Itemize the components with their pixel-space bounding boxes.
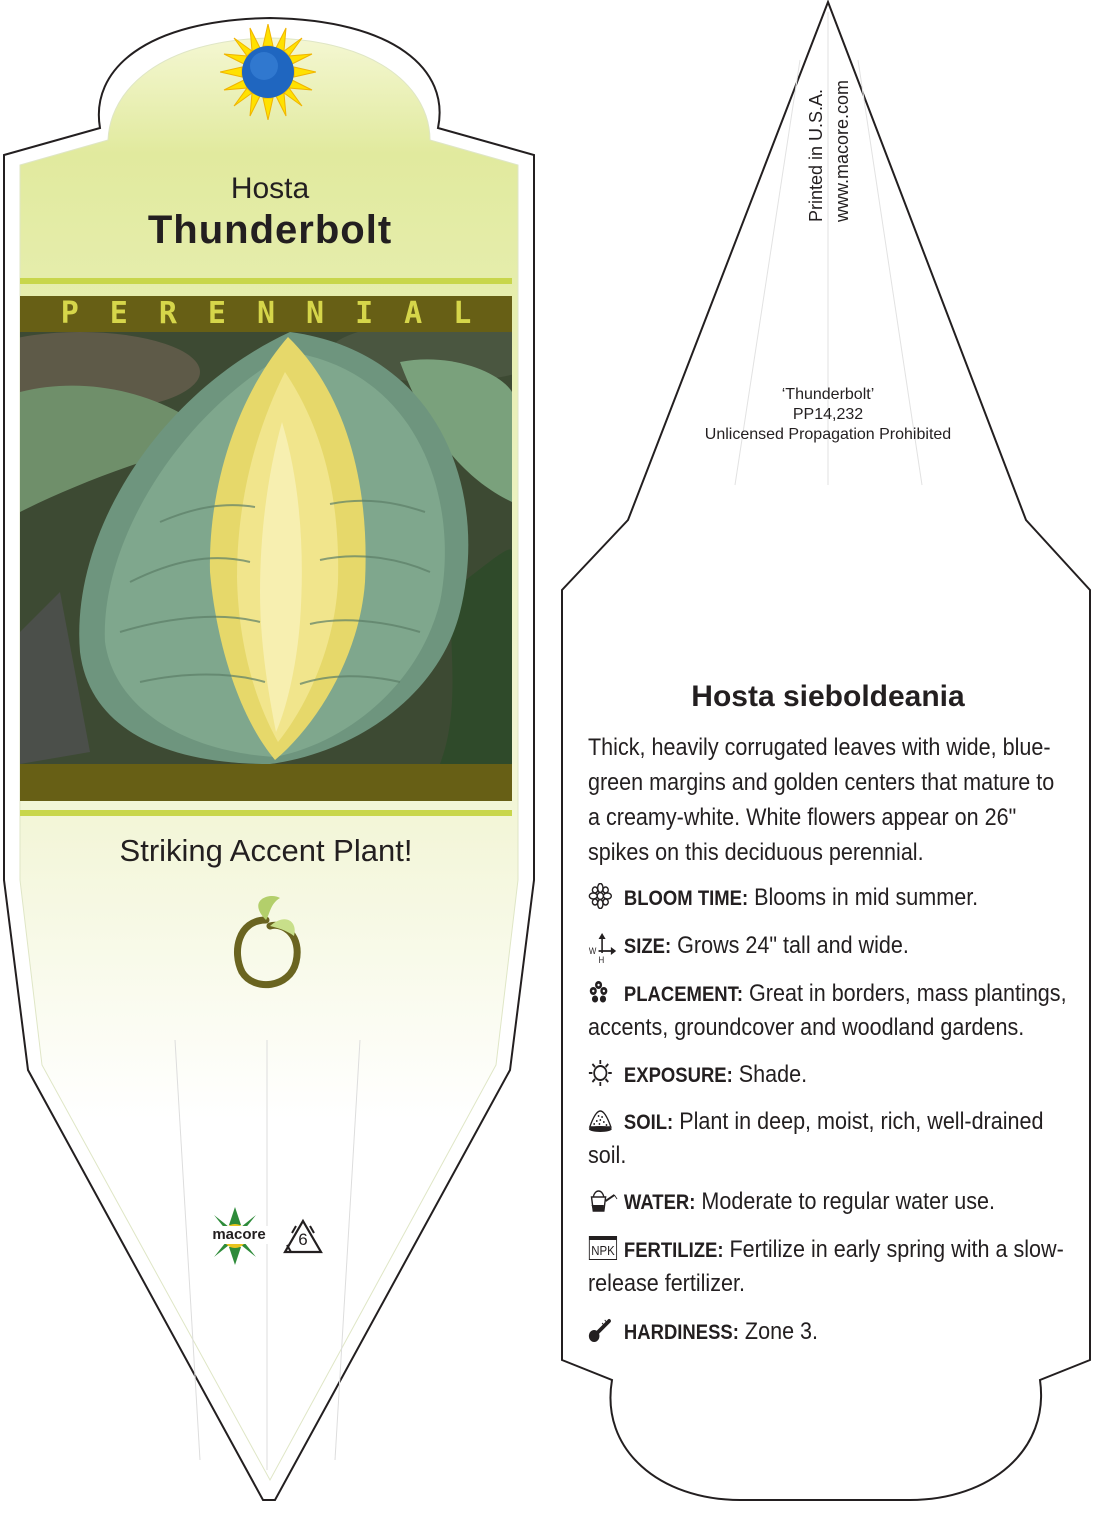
attr-label: HARDINESS: (623, 1321, 739, 1344)
sprout-logo-icon (226, 892, 306, 992)
attr-hardiness (588, 1315, 1068, 1349)
attr-water (588, 1185, 1068, 1219)
macore-brand-text: macore (204, 1226, 274, 1244)
attr-exposure (588, 1058, 1068, 1092)
patent-notice: Unlicensed Propagation Prohibited (704, 426, 952, 443)
patent-block (630, 385, 1026, 445)
website-text: www.macore.com (832, 79, 852, 222)
attr-label: EXPOSURE: (623, 1064, 733, 1087)
attr-label: SOIL: (623, 1111, 674, 1134)
sun-outline-icon (588, 1060, 618, 1086)
patent-number: PP14,232 (792, 406, 864, 423)
attr-label: WATER: (623, 1191, 696, 1214)
front-genus-name: Hosta (230, 172, 310, 205)
thermometer-icon (588, 1317, 618, 1343)
size-arrows-icon (588, 933, 618, 963)
attr-label: BLOOM TIME: (623, 887, 749, 910)
plant-description: Thick, heavily corrugated leaves with wide, blue-green margins and golden centers that mature to a creamy-white. White flowers appear on 26" spikes on this deciduous perennial. (588, 734, 1055, 866)
watering-can-icon (588, 1187, 618, 1213)
soil-pile-icon (588, 1107, 618, 1133)
attr-placement (588, 977, 1068, 1044)
category-label: PERENNIAL (60, 296, 503, 331)
front-cultivar-name: Thunderbolt (147, 208, 393, 252)
species-name: Hosta sieboldeania (691, 680, 965, 713)
attr-value: Blooms in mid summer. (754, 884, 979, 911)
attr-value: Plant in deep, moist, rich, well-drained soil. (588, 1108, 1044, 1169)
attr-label: SIZE: (623, 935, 672, 958)
attr-value: Shade. (738, 1061, 808, 1088)
tagline: Striking Accent Plant! (119, 833, 413, 868)
attr-label: FERTILIZE: (623, 1239, 724, 1262)
flowers-group-icon (588, 979, 618, 1005)
attr-value: Great in borders, mass plantings, accents, groundcover and woodland gardens. (588, 980, 1067, 1041)
attr-value: Fertilize in early spring with a slow-release fertilizer. (588, 1236, 1064, 1297)
printed-in-text: Printed in U.S.A. (806, 88, 826, 222)
svg-text:NPK: NPK (591, 1243, 615, 1259)
svg-text:W: W (588, 945, 597, 957)
attr-value: Moderate to regular water use. (701, 1188, 996, 1215)
plant-photo (20, 332, 512, 764)
attr-bloom-time (588, 881, 1068, 915)
patent-name: ‘Thunderbolt’ (781, 386, 875, 403)
sun-logo-icon (220, 24, 316, 120)
attr-label: PLACEMENT: (623, 983, 744, 1006)
attr-fertilize (588, 1233, 1068, 1300)
svg-text:H: H (598, 954, 605, 963)
attr-soil (588, 1105, 1068, 1172)
attr-value: Grows 24" tall and wide. (677, 932, 909, 959)
attr-size (588, 929, 1068, 963)
flower-icon (588, 883, 618, 909)
npk-bag-icon (588, 1235, 618, 1261)
attr-value: Zone 3. (744, 1318, 819, 1345)
recycle-code: 6 (298, 1230, 308, 1249)
photo-bottom-band (20, 764, 512, 801)
